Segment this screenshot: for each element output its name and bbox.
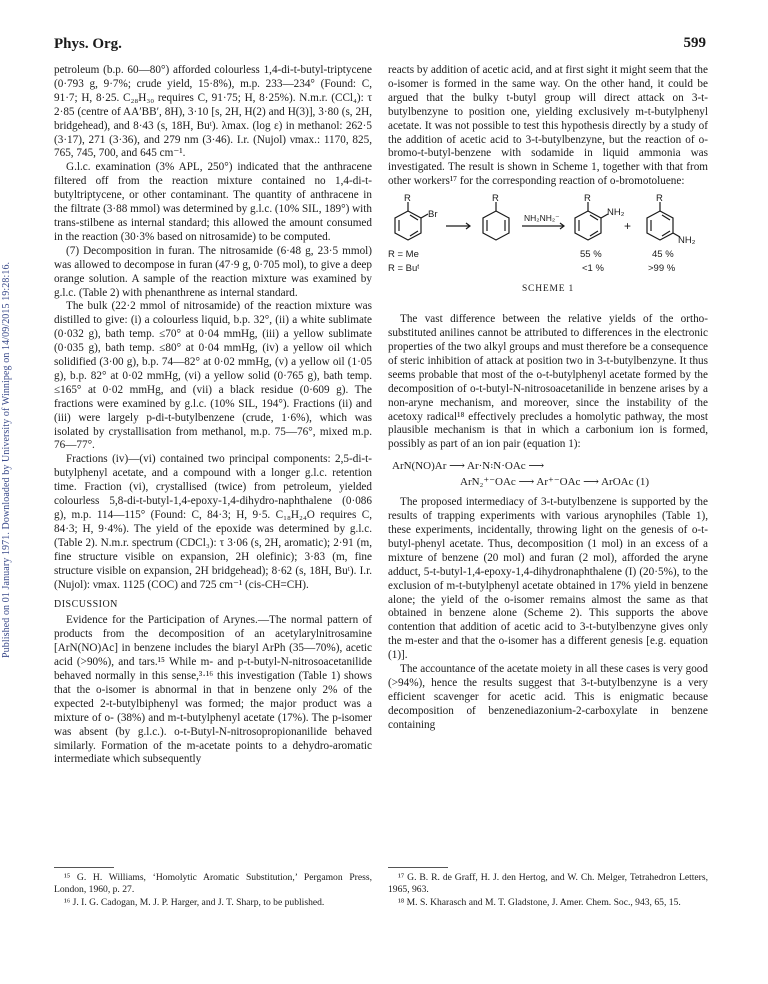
journal-header: Phys. Org. <box>54 36 122 52</box>
equation-1 <box>392 458 708 490</box>
footnotes-left <box>54 872 372 909</box>
substituent-label: R <box>492 193 499 205</box>
page-number: 599 <box>683 35 706 51</box>
amine-label: NH₂ <box>607 207 625 219</box>
meta-yield: >99 % <box>648 263 676 275</box>
paragraph: The bulk (22·2 mmol of nitrosamide) of the reaction mixture was distilled to give: (i) a colourless liquid, b.p. 32°, (ii) a white sublimate (0·032 g), bath temp. ≤70° at 0·04 mmHg, (iii) a yellow sublimate (0·035 g), bath temp. ≤80° at 0·04 mmHg, (iv) a yellow oil which solidified (3·00 g), b.p. 74—82° at 0·02 mmHg, (v) a yellow oil (1·05 g), b.p. 82° at 0·02 mmHg, (vi) a yellow solid (0·765 g), bath temp. ≤165° at 0·02 mmHg, and (vii) a black residue (0·609 g). The fractions were examined by g.l.c. (10% SIL, 194°). Fractions (ii) and (iii) were largely p-di-t-butylbenzene (crude, 1·6%), which was isolated by crystallisation from methanol, m.p. 75—76°, mixed m.p. 76—77°. <box>54 300 372 452</box>
footnote: ¹⁶ J. I. G. Cadogan, M. J. P. Harger, and J. T. Sharp, to be published. <box>64 897 325 908</box>
paragraph: The vast difference between the relative yields of the ortho-substituted anilines cannot be attributed to differences in the electronic properties of the two alkyl groups and must therefore be a consequence of steric inhibition of attack at position two in 3-t-butylbenzyne. It thus seems probable that most of the o-t-butylphenyl acetate formed by the decomposition of o-t-butyl-N-nitrosoacetanilide in benzene arises by a non-aryne mechanism, and moreover, since the instability of the acetoxy radical¹⁸ effectively precludes a homolytic pathway, the most plausible mechanism is that in which a carbonium ion is formed, possibly as part of an ion pair (equation 1): <box>388 313 708 451</box>
ortho-yield: 55 % <box>580 249 602 261</box>
amine-label: NH₂ <box>678 235 696 247</box>
paragraph: Evidence for the Participation of Arynes.—The normal pattern of products from the decomposition of an acetylarylnitrosamine [ArN(NO)Ac] in benzene includes the biaryl ArPh (35—70%), acetic acid (>90%), and tars.¹⁵ While m- and p-t-butyl-N-nitrosoacetanilide behaved normally in this sense,³·¹⁶ this investigation (Table 1) shows that the o-isomer is abnormal in that in benzene only 2% of the expected 2-t-butylbiphenyl was formed; the major product was a mixture of o- (38%) and m-t-butylphenyl acetate (17%). The p-isomer was absent (by g.l.c.). o-t-Butyl-N-nitrosopropionanilide behaved similarly. Formation of the m-acetate points to a dehydro-aromatic intermediate which subsequently <box>54 614 372 766</box>
scheme-row-label: R = Me <box>388 249 419 261</box>
scheme-caption: SCHEME 1 <box>521 284 575 295</box>
ortho-yield: <1 % <box>582 263 604 275</box>
reaction-scheme <box>388 193 708 311</box>
paragraph: Fractions (iv)—(vi) contained two principal components: 2,5-di-t-butylphenyl acetate, and a compound with a longer g.l.c. retention time. Fraction (vi), crystallised (twice) from petroleum, yielded colourless 5,8-di-t-butyl-1,4-epoxy-1,4-dihydro-naphthalene (0·086 g), m.p. 114—115° (Found: C, 84·3; H, 9·5. C₁₈H₂₄O requires C, 84·3; H, 9·4%). The yield of the epoxide was determined by g.l.c. (Table 2). N.m.r. spectrum (CDCl₃): τ 3·06 (s, 2H, aromatic); 2·91 (m, fine structure visible on expansion, 2H olefinic); 3·83 (m, fine structure visible on expansion, 2H bridgehead); 8·62 (s, 18H, Buᵗ). I.r. (Nujol): νmax. 1125 (COC) and 725 cm⁻¹ (cis-CH=CH). <box>54 453 372 591</box>
paragraph: The proposed intermediacy of 3-t-butylbenzene is supported by the results of trapping experiments with various arynophiles (Table 1), these experiments, incidentally, throwing light on the genesis of o-t-butyl-phenyl acetate. Thus, decomposition (1 mol) in an excess of a mixture of benzene (20 mol) and furan (2 mol), afforded the aryne adduct, 5-t-butyl-1,4-epoxy-1,4-dihydronaphthalene (I) (20·5%), to the exclusion of m-t-butylphenyl acetate obtained in 17% yield in benzene alone; the yield of the o-isomer remains almost the same as that obtained in benzene alone (Scheme 2). This supports the above contention that addition of acetic acid to 3-t-butylbenzyne gives only the m-ester and that the o-isomer has a different genesis [e.g. equation (1)]. <box>388 496 708 662</box>
substituent-label: R <box>656 193 663 205</box>
right-column <box>388 64 708 733</box>
left-column <box>54 64 372 767</box>
plus-sign: + <box>624 219 632 234</box>
download-stamp: Published on 01 January 1971. Downloaded by University of Winnipeg on 14/09/2015 19:28:16. <box>1 261 12 659</box>
equation-line: ArN₂⁺⁻OAc ⟶ Ar⁺⁻OAc ⟶ ArOAc (1) <box>460 476 650 489</box>
footnote: ¹⁷ G. B. R. de Graff, H. J. den Hertog, and W. Ch. Melger, Tetrahedron Letters, 1965, 963. <box>388 872 708 895</box>
equation-line: ArN(NO)Ar ⟶ Ar·N꞉N·OAc ⟶ <box>392 460 545 473</box>
footnote: ¹⁵ G. H. Williams, ‘Homolytic Aromatic Substitution,’ Pergamon Press, London, 1960, p. 27. <box>54 872 372 895</box>
reagent-label: NH₂NH₂⁻ <box>524 213 560 224</box>
footnote: ¹⁸ M. S. Kharasch and M. T. Gladstone, J. Amer. Chem. Soc., 943, 65, 15. <box>398 897 681 908</box>
scheme-drawing <box>388 193 708 277</box>
paragraph: (7) Decomposition in furan. The nitrosamide (6·48 g, 23·5 mmol) was allowed to decompose in furan (47·9 g, 0·705 mol), to give a deep orange solution. A sample of the reaction mixture was examined by g.l.c. (Table 2) with phenanthrene as internal standard. <box>54 244 372 299</box>
paragraph: reacts by addition of acetic acid, and at first sight it might seem that the o-isomer is formed in the same way. On the other hand, it could be argued that the bulky t-butyl group will direct attack on 3-t-butylbenzyne to position one, yielding exclusively m-t-butylphenyl acetate. It was not possible to test this hypothesis directly by a study of the addition of acetic acid to 3-t-butylbenzyne, but the reaction of o-bromo-t-butyl-benzene with sodamide in liquid ammonia was investigated. The result is shown in Scheme 1, together with that from other workers¹⁷ for the corresponding reaction of o-bromotoluene: <box>388 64 708 188</box>
footnote-rule <box>388 867 448 868</box>
paragraph: G.l.c. examination (3% APL, 250°) indicated that the anthracene filtered off from the reaction mixture contained no 1,4-di-t-butyltriptycene, or other contaminant. The quantity of anthracene in the filtrate (3·88 mmol) was determined by g.l.c. (10% SIL, 189°) with trans-stilbene as internal standard; this allowed the amount consumed in the reaction (30·3% based on nitrosamide) to be computed. <box>54 161 372 243</box>
meta-yield: 45 % <box>652 249 674 261</box>
section-heading: DISCUSSION <box>54 599 118 611</box>
scheme-row-label: R = Buᵗ <box>388 263 420 275</box>
substituent-label: R <box>404 193 411 205</box>
footnotes-right <box>388 872 708 909</box>
substituent-label: R <box>584 193 591 205</box>
paragraph: The accountance of the acetate moiety in all these cases is very good (>94%), hence the results suggest that 3-t-butylbenzyne is a very efficient scavenger for acetic acid. This is enigmatic because decomposition of benzenediazonium-2-carboxylate in benzene containing <box>388 663 708 731</box>
leaving-group-label: Br <box>428 209 438 221</box>
paragraph: petroleum (b.p. 60—80°) afforded colourless 1,4-di-t-butyl-triptycene (0·793 g, 9·7%; crude yield, 15·8%), m.p. 233—234° (Found: C, 91·7; H, 8·25. C₂₈H₃₀ requires C, 91·75; H, 8·25%). N.m.r. (CCl₄): τ 2·85 (centre of AA′BB′, 8H), 3·10 [s, 2H, H(2) and H(3)], 3·80 (s, 2H, bridgehead), and 8·43 (s, 18H, Buᵗ). λmax. (log ε) in methanol: 262·5 (3·17), 271 (3·36), and 279 nm (3·46). I.r. (Nujol) νmax.: 1170, 825, 765, 745, 700, and 645 cm⁻¹. <box>54 64 372 160</box>
footnote-rule <box>54 867 114 868</box>
